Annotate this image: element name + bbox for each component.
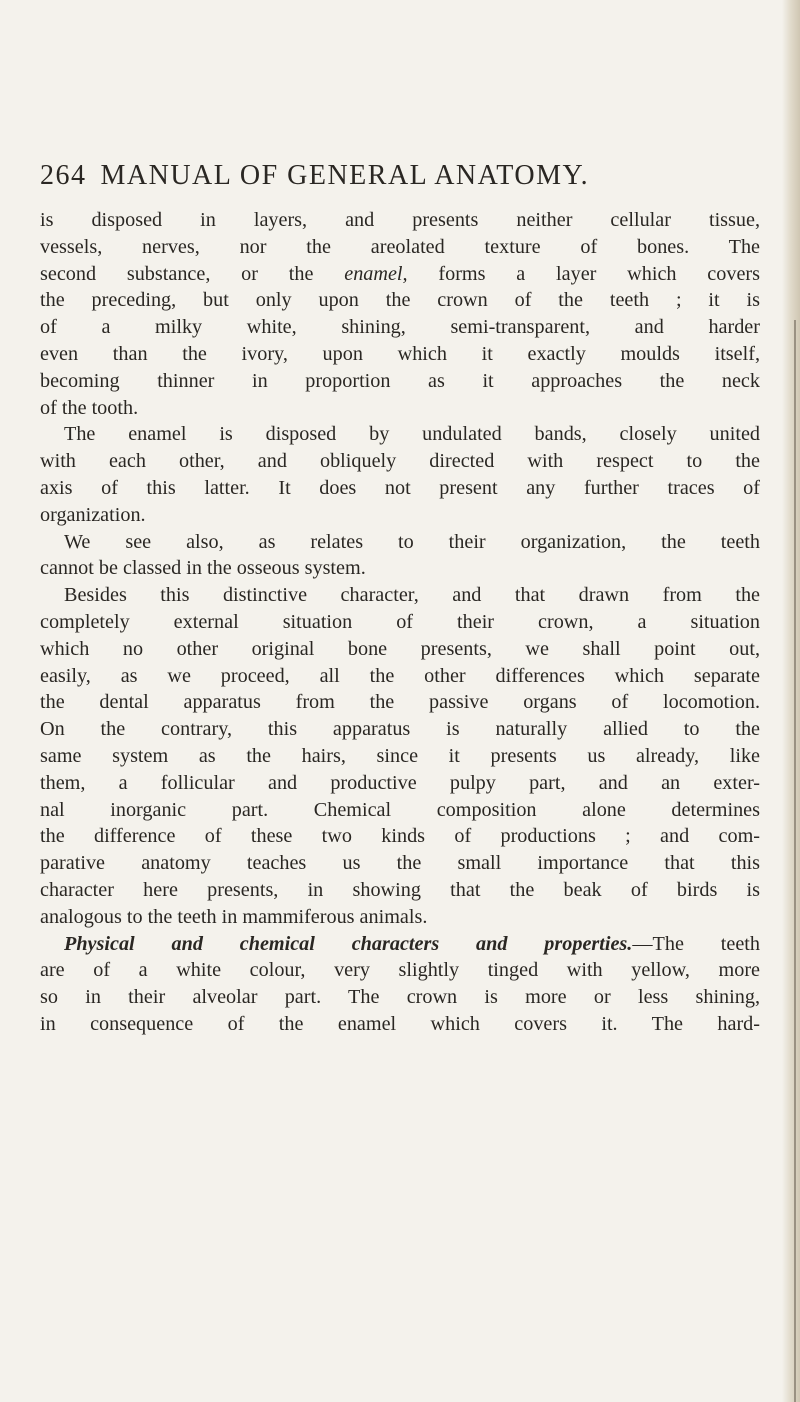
text-line: which no other original bone presents, we shall point out, bbox=[40, 637, 760, 660]
text-line bbox=[40, 261, 760, 288]
text-line: nal inorganic part. Chemical composition alone determines bbox=[40, 798, 760, 821]
text-line: organization. bbox=[40, 503, 146, 526]
text-line: cannot be classed in the osseous system. bbox=[40, 557, 366, 580]
text-line: the difference of these two kinds of productions ; and com- bbox=[40, 825, 760, 848]
text-line: in consequence of the enamel which covers it. The hard- bbox=[40, 1012, 760, 1035]
text-line: even than the ivory, upon which it exactly moulds itself, bbox=[40, 342, 760, 365]
text-line: On the contrary, this apparatus is naturally allied to the bbox=[40, 718, 760, 741]
text-line: is disposed in layers, and presents neither cellular tissue, bbox=[40, 209, 760, 231]
text-line: axis of this latter. It does not present any further traces of bbox=[40, 476, 760, 499]
page-edge-line bbox=[794, 320, 796, 1402]
section-heading-italic: Physical and chemical characters and properties. bbox=[64, 932, 633, 955]
text-line: parative anatomy teaches us the small importance that this bbox=[40, 852, 760, 875]
text-line: same system as the hairs, since it presents us already, like bbox=[40, 744, 760, 767]
text-line bbox=[40, 931, 760, 958]
text-line: are of a white colour, very slightly tinged with yellow, more bbox=[40, 959, 760, 982]
text-line: Besides this distinctive character, and that drawn from the bbox=[64, 584, 760, 607]
text-run: forms a layer which covers bbox=[407, 262, 760, 285]
text-line: analogous to the teeth in mammiferous animals. bbox=[40, 905, 428, 928]
page-number: 264 bbox=[40, 160, 87, 191]
text-line: so in their alveolar part. The crown is more or less shining, bbox=[40, 986, 760, 1009]
text-line: becoming thinner in proportion as it approaches the neck bbox=[40, 369, 760, 392]
text-line: the dental apparatus from the passive organs of locomotion. bbox=[40, 691, 760, 714]
text-line: We see also, as relates to their organization, the teeth bbox=[64, 530, 760, 553]
page-edge-shadow bbox=[782, 0, 800, 1402]
text-run: second substance, or the bbox=[40, 262, 345, 285]
running-header bbox=[40, 160, 760, 192]
body-text bbox=[40, 207, 760, 1038]
text-run: —The teeth bbox=[632, 932, 760, 955]
text-line: of the tooth. bbox=[40, 396, 139, 419]
text-line: of a milky white, shining, semi-transparent, and harder bbox=[40, 316, 760, 339]
running-title: MANUAL OF GENERAL ANATOMY. bbox=[100, 160, 590, 191]
text-line: vessels, nerves, nor the areolated texture of bones. The bbox=[40, 235, 760, 258]
text-line: character here presents, in showing that the beak of birds is bbox=[40, 878, 760, 901]
text-line: with each other, and obliquely directed with respect to the bbox=[40, 450, 760, 473]
italic-term-enamel: enamel, bbox=[344, 262, 408, 285]
text-line: completely external situation of their crown, a situation bbox=[40, 610, 760, 633]
text-line: the preceding, but only upon the crown of the teeth ; it is bbox=[40, 289, 760, 312]
text-line: easily, as we proceed, all the other differences which separate bbox=[40, 664, 760, 687]
text-line: them, a follicular and productive pulpy part, and an exter- bbox=[40, 771, 760, 794]
text-line: The enamel is disposed by undulated bands, closely united bbox=[64, 423, 760, 446]
